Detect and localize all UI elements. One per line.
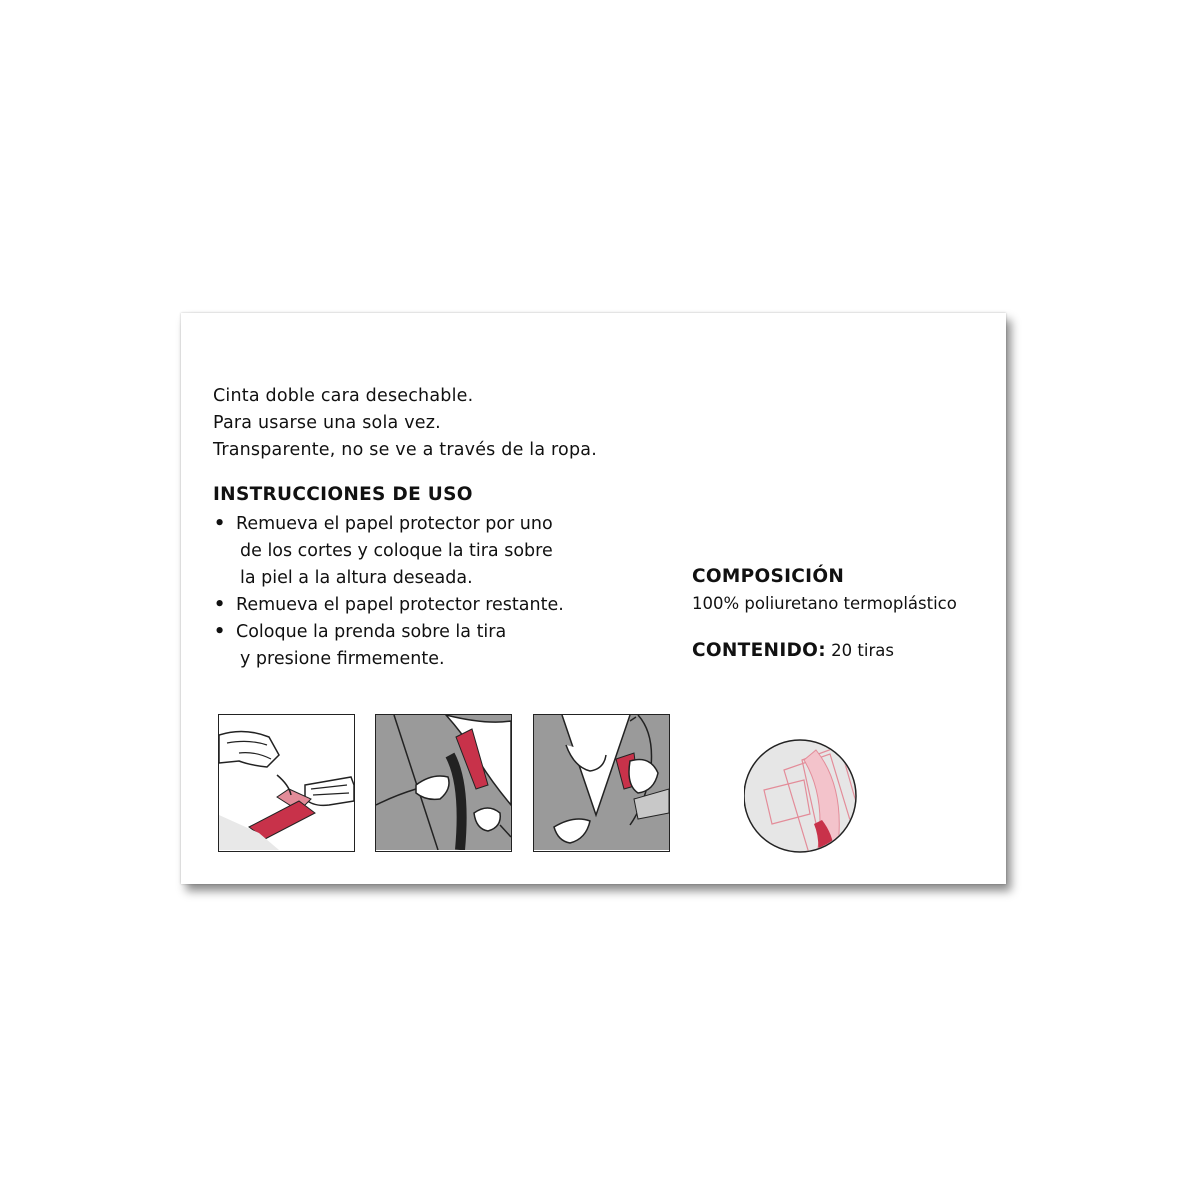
- description-line: Cinta doble cara desechable.: [213, 386, 474, 406]
- description-line: Para usarse una sola vez.: [213, 413, 441, 433]
- step-line: de los cortes y coloque la tira sobre: [240, 541, 553, 561]
- step-line: la piel a la altura deseada.: [240, 568, 473, 588]
- bullet-icon: •: [214, 514, 226, 534]
- press-garment-illustration: [533, 714, 670, 852]
- step-line: Coloque la prenda sobre la tira: [236, 622, 507, 642]
- product-description: [213, 383, 597, 464]
- instruction-card: [181, 313, 1006, 884]
- step-line: y presione firmemente.: [240, 649, 445, 669]
- composition-heading: COMPOSICIÓN: [692, 566, 845, 587]
- instructions-heading: INSTRUCCIONES DE USO: [213, 484, 473, 505]
- composition-text: 100% poliuretano termoplástico: [692, 594, 957, 613]
- instruction-step: [213, 619, 564, 673]
- instructions-list: [213, 511, 564, 673]
- bullet-icon: •: [214, 622, 226, 642]
- instruction-step: [213, 592, 564, 619]
- peel-protector-paper-illustration: [218, 714, 355, 852]
- step-line: Remueva el papel protector por uno: [236, 514, 553, 534]
- contents-value: 20 tiras: [831, 641, 894, 660]
- apply-tape-to-skin-illustration: [375, 714, 512, 852]
- bullet-icon: •: [214, 595, 226, 615]
- step-line: Remueva el papel protector restante.: [236, 595, 564, 615]
- tape-strip-detail-illustration: [744, 710, 865, 861]
- contents-line: [692, 640, 894, 661]
- instruction-step: [213, 511, 564, 592]
- description-line: Transparente, no se ve a través de la ropa.: [213, 440, 597, 460]
- contents-label: CONTENIDO:: [692, 640, 826, 661]
